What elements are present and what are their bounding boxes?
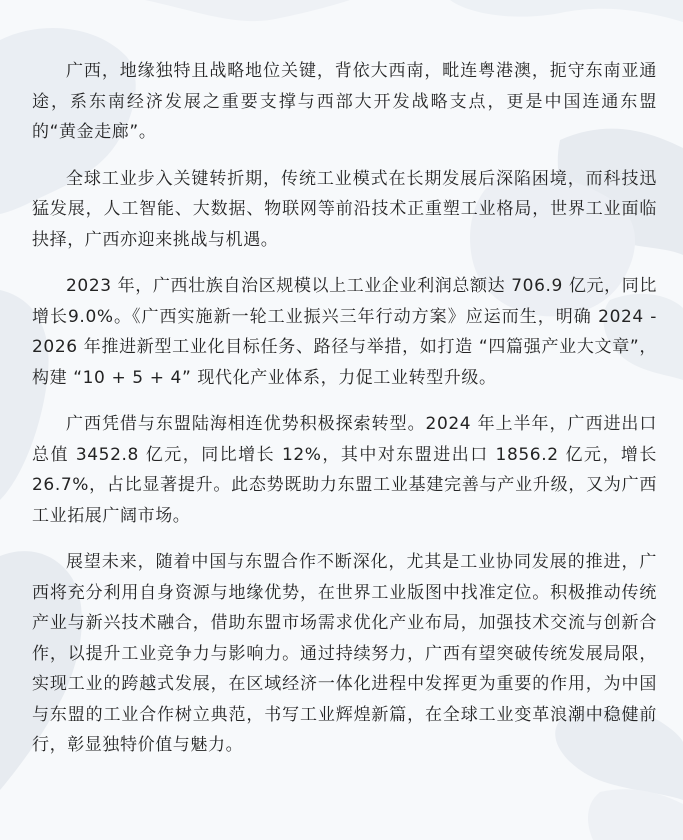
article-body xyxy=(32,56,657,761)
paragraph-1: 广西，地缘独特且战略地位关键，背依大西南，毗连粤港澳，扼守东南亚通途，系东南经济发展之重要支撑与西部大开发战略支点，更是中国连通东盟的“黄金走廊”。 xyxy=(32,61,657,142)
paragraph-2: 全球工业步入关键转折期，传统工业模式在长期发展后深陷困境，而科技迅猛发展，人工智能、大数据、物联网等前沿技术正重塑工业格局，世界工业面临抉择，广西亦迎来挑战与机遇。 xyxy=(32,168,657,250)
paragraph-3: 2023 年，广西壮族自治区规模以上工业企业利润总额达 706.9 亿元，同比增长9.0%。《广西实施新一轮工业振兴三年行动方案》应运而生，明确 2024 - 2026 年推进新型工业化目标任务、路径与举措，如打造 “四篇强产业大文章”，构建 “10 + 5 + 4” 现代化产业体系，力促工业转型升级。 xyxy=(32,276,657,388)
paragraph-5: 展望未来，随着中国与东盟合作不断深化，尤其是工业协同发展的推进，广西将充分利用自身资源与地缘优势，在世界工业版图中找准定位。积极推动传统产业与新兴技术融合，借助东盟市场需求优化产业布局，加强技术交流与创新合作，以提升工业竞争力与影响力。通过持续努力，广西有望突破传统发展局限，实现工业的跨越式发展，在区域经济一体化进程中发挥更为重要的作用，为中国与东盟的工业合作树立典范，书写工业辉煌新篇，在全球工业变革浪潮中稳健前行，彰显独特价值与魅力。 xyxy=(32,552,657,755)
paragraph-4: 广西凭借与东盟陆海相连优势积极探索转型。2024 年上半年，广西进出口总值 3452.8 亿元，同比增长 12%，其中对东盟进出口 1856.2 亿元，增长26.7%，占比显著提升。此态势既助力东盟工业基建完善与产业升级，又为广西工业拓展广阔市场。 xyxy=(32,414,657,526)
